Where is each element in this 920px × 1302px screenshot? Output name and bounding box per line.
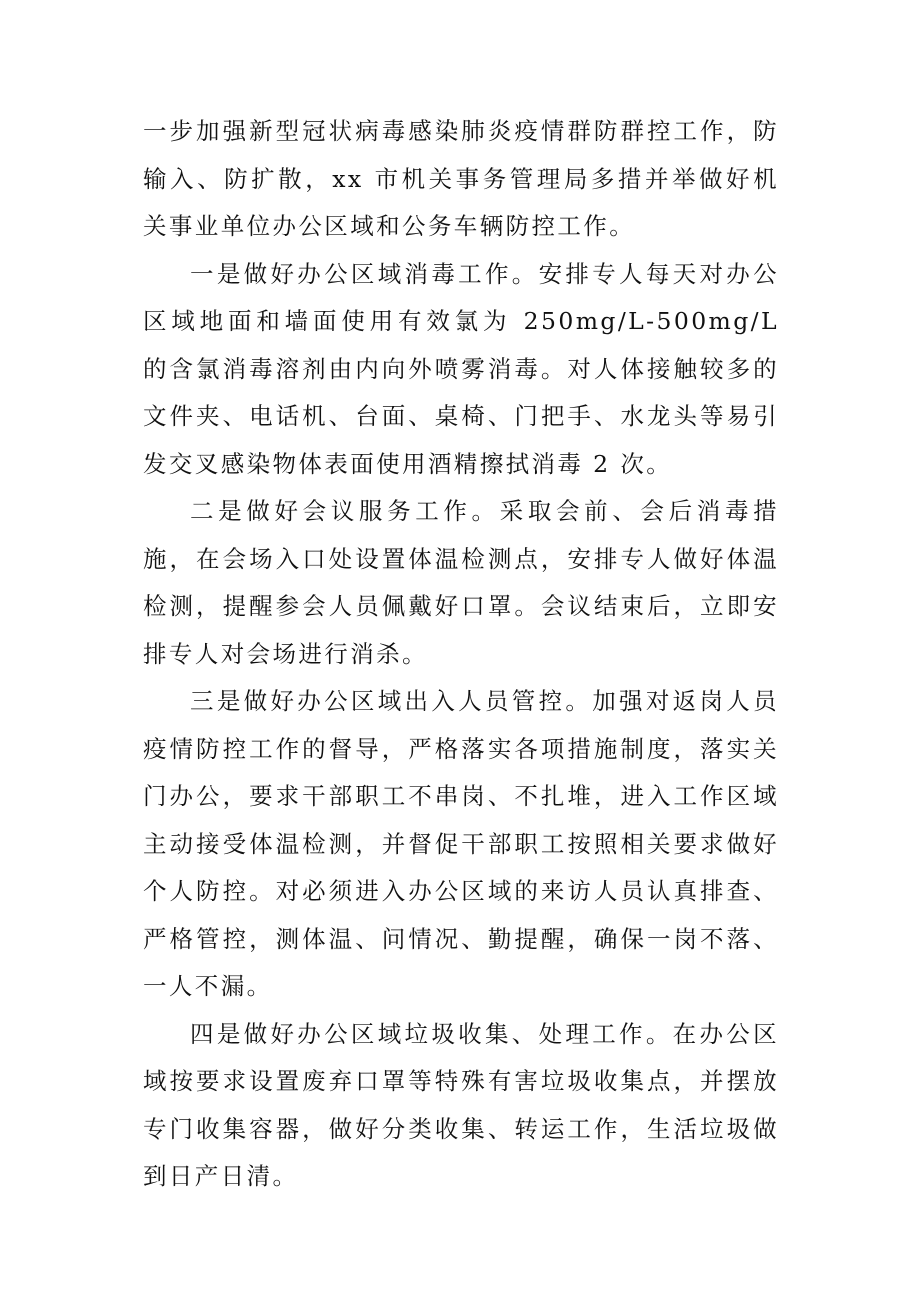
paragraph-meeting-service: 二是做好会议服务工作。采取会前、会后消毒措施，在会场入口处设置体温检测点，安排专人做好体温检测，提醒参会人员佩戴好口罩。会议结束后，立即安排专人对会场进行消杀。 — [143, 497, 779, 668]
paragraph-intro: 一步加强新型冠状病毒感染肺炎疫情群防群控工作，防输入、防扩散，xx 市机关事务管理局多措并举做好机关事业单位办公区域和公务车辆防控工作。 — [143, 117, 779, 240]
paragraph-waste-handling: 四是做好办公区域垃圾收集、处理工作。在办公区域按要求设置废弃口罩等特殊有害垃圾收集点，并摆放专门收集容器，做好分类收集、转运工作，生活垃圾做到日产日清。 — [143, 1019, 779, 1190]
paragraph-disinfection: 一是做好办公区域消毒工作。安排专人每天对办公区域地面和墙面使用有效氯为 250mg/L-500mg/L 的含氯消毒溶剂由内向外喷雾消毒。对人体接触较多的文件夹、电话机、台面、桌椅、门把手、水龙头等易引发交叉感染物体表面使用酒精擦拭消毒 2 次。 — [143, 259, 779, 478]
paragraph-personnel-control: 三是做好办公区域出入人员管控。加强对返岗人员疫情防控工作的督导，严格落实各项措施制度，落实关门办公，要求干部职工不串岗、不扎堆，进入工作区域主动接受体温检测，并督促干部职工按照相关要求做好个人防控。对必须进入办公区域的来访人员认真排查、严格管控，测体温、问情况、勤提醒，确保一岗不落、一人不漏。 — [143, 687, 779, 1000]
document-body — [143, 108, 779, 1201]
